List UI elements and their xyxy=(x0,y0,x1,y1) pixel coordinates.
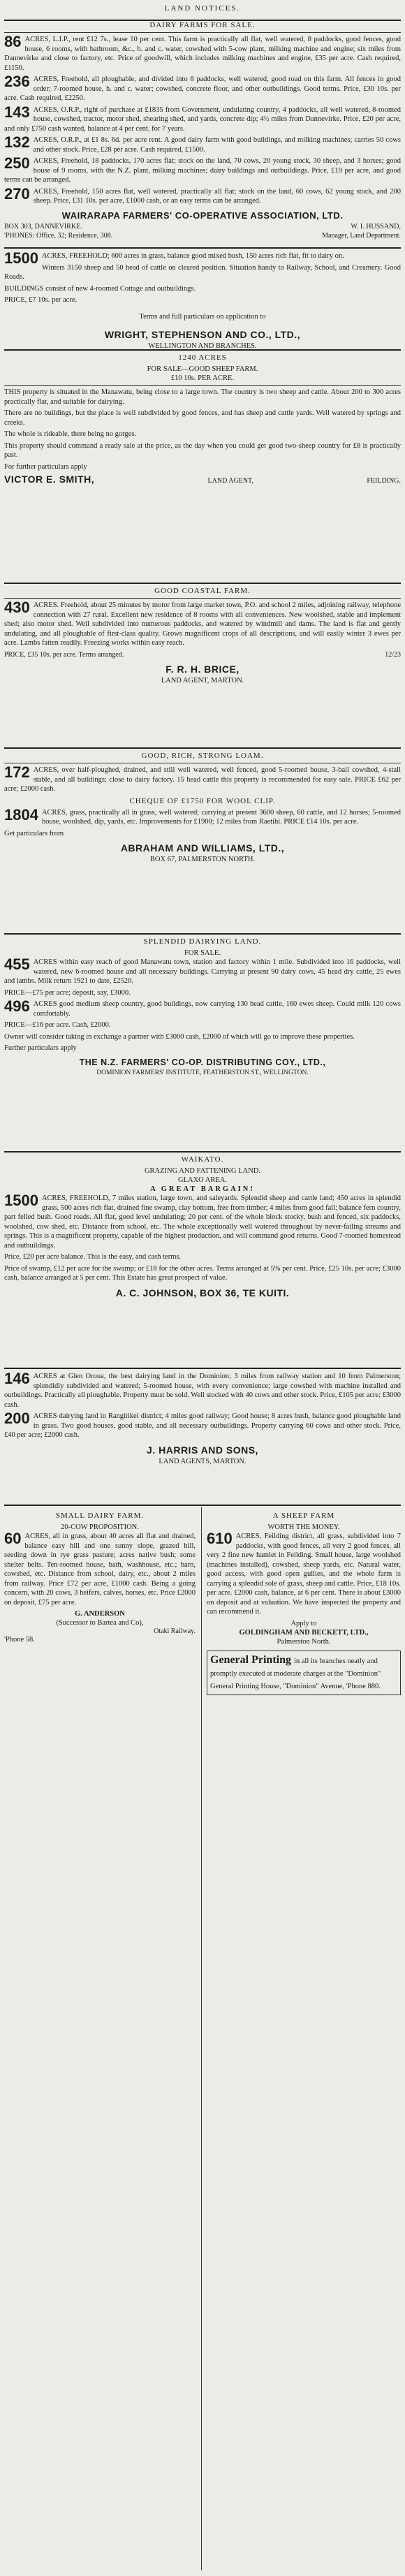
bush-farm-ad xyxy=(4,244,401,350)
ad-reference: 12/23 xyxy=(385,650,401,659)
coastal-farm-ad xyxy=(4,580,401,740)
paragraph: The whole is rideable, there being no gorges. xyxy=(4,430,137,438)
ad-title: SPLENDID DAIRYING LAND. xyxy=(143,937,262,946)
divider xyxy=(4,583,401,584)
listing-text: BUILDINGS consist of new 4-roomed Cottage and outbuildings. xyxy=(4,284,196,293)
agent-name: VICTOR E. SMITH, xyxy=(4,474,95,485)
manager-name: W. I. HUSSAND, xyxy=(351,222,401,230)
price: PRICE, £35 10s. per acre. Terms arranged. xyxy=(4,650,124,659)
listing-text: ACRES, FREEHOLD, 7 miles station, large town, and saleyards. Splendid sheep and cattle land; 450 acres in splendid grass, 500 acres rich flat, drained fine swamp, clay bottom, free from timber; 4 miles from good fall; balance fern country, part felled bush. Good roads. All flat, good level undulating; 20 per cent. of the whole block stocky, bush and fenced, six paddocks, woolshed, cow shed, etc. Distance from school, etc. The whole exceptionally well watered throughout by never-failing streams and springs. This is a magnificent property, capable of the highest production, and will command good returns. Good 7-roomed homestead and outbuildings. xyxy=(4,1194,401,1250)
contact-row xyxy=(4,231,401,240)
ad-title: DAIRY FARMS FOR SALE. xyxy=(149,21,256,29)
waikato-ad xyxy=(4,1148,401,1361)
listing xyxy=(4,35,401,73)
paragraph: THIS property is situated in the Manawatu, being close to a large town. The country is two sheep and cattle. About 200 to 300 acres practically flat, and suitable for dairying. xyxy=(4,388,401,406)
firm-name: WAIRARAPA FARMERS' CO-OPERATIVE ASSOCIATION, LTD. xyxy=(61,210,344,221)
listing-text: ACRES within easy reach of good Manawatu town, station and factory within 1 mile. Subdivided into 16 paddocks, well watered, new 6-roomed house and all necessary buildings. Carrying at present 90 dairy cows, 45 head dry cattle, 25 ewes and lambs. Milk return 1921 to date, £2520. xyxy=(4,958,401,985)
price: PRICE, £7 10s. per acre. xyxy=(4,296,78,304)
firm-name: GOLDINGHAM AND BECKETT, LTD., xyxy=(239,1628,369,1637)
listing-text: ACRES, L.I.P., rent £12 7s., lease 10 per cent. This farm is practically all flat, well watered, 8 paddocks, good fences, good house, 6 rooms, with bathroom, &c., h. and c. water, cowshed with 5-cow plant, milking machine and engine; six miles from Dannevirke and close to factory, etc. Price of goodwill, which includes milking machines and engine, £35 per acre. Cash required, £1150. xyxy=(4,36,401,72)
listing-text: ACRES, O.R.P., at £1 8s. 6d. per acre rent. A good dairy farm with good buildings, and milking machines; carries 50 cows and other stock. Price, £28 per acre. Cash required, £1500. xyxy=(33,136,401,154)
acre-number: 270 xyxy=(4,184,30,203)
listing xyxy=(207,1532,401,1617)
ad-price: £10 10s. PER ACRE. xyxy=(170,374,235,382)
ad-subtitle: GLAXO AREA. xyxy=(178,1176,227,1184)
paragraph: Further particulars apply xyxy=(4,1044,77,1052)
manager-role: Manager, Land Department. xyxy=(322,231,401,240)
agent-name: F. R. H. BRICE, xyxy=(165,663,240,675)
listing-text: ACRES, Freehold, 18 paddocks, 170 acres flat; stock on the land, 70 cows, 20 young stock, 30 sheep, and 3 horses; good house of 9 rooms, with the N.Z. plant, milking machines; dairy buildings and outbuildings. Price, £19 per acre, and good terms can be arranged. xyxy=(4,157,401,184)
paragraph: Get particulars from xyxy=(4,829,64,837)
terms-note: Terms and full particulars on application to xyxy=(139,313,266,321)
listing xyxy=(4,805,401,827)
price: PRICE—£16 per acre. Cash, £2000. xyxy=(4,1021,111,1029)
listing-text: ACRES, Feilding district, all grass, subdivided into 7 paddocks, with good fences, all very 2 good fences, all very 2 fine new hamlet in Feilding. Small house, large woolshed (machines installed), cowshed, sheep yards, etc. Natural water, good access, with good open gullies, and the whole farm is carrying a splendid sole of grass, sheep and cattle. Price, £18 10s. per acre. £2000 cash, balance, at 6 per cent. There is about £3000 on deposit and at valuation. We have inspected the property and can recommend it. xyxy=(207,1532,401,1616)
divider xyxy=(4,747,401,749)
ad-title: SMALL DAIRY FARM. xyxy=(55,1512,145,1520)
acre-number: 1500 xyxy=(4,249,38,267)
listing-text: ACRES good medium sheep country, good buildings, now carrying 130 head cattle, 160 ewes sheep. Could milk 120 cows comfortably. xyxy=(33,1000,401,1018)
listing xyxy=(4,1372,401,1410)
acre-number: 610 xyxy=(207,1530,233,1547)
firm-name: THE N.Z. FARMERS' CO-OP. DISTRIBUTING COY., LTD., xyxy=(79,1057,326,1067)
phone-numbers: 'PHONES: Office, 32; Residence, 308. xyxy=(4,231,113,240)
agent-row xyxy=(4,474,401,485)
column-divider xyxy=(201,1507,202,2570)
listing-text: ACRES, Freehold, 150 acres flat, well watered, practically all flat; stock on the land, 60 cows, 62 young stock, and 200 sheep. Price, £31 10s. per acre, £1000 cash, or an easy terms can be arranged. xyxy=(33,187,401,205)
small-dairy-ad xyxy=(4,1509,196,1644)
listing xyxy=(4,184,401,206)
divider xyxy=(4,1151,401,1152)
listing-text: ACRES, FREEHOLD; 600 acres in grass, balance good mixed bush, 150 acres rich flat, fit to dairy on. xyxy=(41,252,344,260)
acre-number: 430 xyxy=(4,599,30,616)
firm-location: WELLINGTON AND BRANCHES. xyxy=(148,342,257,350)
sheep-farm-ad xyxy=(4,346,401,573)
two-column-ads xyxy=(4,1502,401,2570)
agent-place: Otaki Railway. xyxy=(154,1627,196,1635)
firm-name: WRIGHT, STEPHENSON AND CO., LTD., xyxy=(104,328,301,340)
acre-number: 172 xyxy=(4,763,30,781)
paragraph: This property should command a ready sale at the price, as the day when you could get good two-sheep country for £8 is practically past. xyxy=(4,441,401,459)
listing xyxy=(4,997,401,1018)
firm-name: A. C. JOHNSON, BOX 36, TE KUITI. xyxy=(115,1287,290,1298)
acre-number: 143 xyxy=(4,103,30,121)
listing xyxy=(4,601,401,648)
listing-text: ACRES at Glen Oroua, the best dairying land in the Dominion; 3 miles from railway station and 10 from Palmerston; splendidly subdivided and watered; 5-roomed house, with every convenience; large cowshed with machine installed and outbuildings. Practically all ploughable. Property must be sold. Well stocked with 40 cows and other stock. Price, £105 per acre; £3000 cash. xyxy=(4,1373,401,1409)
agent-role: LAND AGENT, xyxy=(207,477,253,485)
listing xyxy=(4,105,401,134)
divider xyxy=(4,598,401,599)
acre-number: 250 xyxy=(4,154,30,172)
divider xyxy=(4,349,401,351)
price: PRICE—£75 per acre; deposit, say, £3000. xyxy=(4,988,131,997)
agent-note: (Successor to Bartea and Co), xyxy=(56,1619,144,1627)
firm-name: J. HARRIS AND SONS, xyxy=(147,1444,258,1456)
ad-subtitle: WORTH THE MONEY. xyxy=(267,1523,340,1531)
firm-address: BOX 67, PALMERSTON NORTH. xyxy=(149,856,256,863)
divider xyxy=(4,32,401,33)
ad-subtitle: 20-COW PROPOSITION. xyxy=(61,1523,139,1531)
acre-number: 1500 xyxy=(4,1192,38,1209)
acre-number: 60 xyxy=(4,1530,22,1547)
divider xyxy=(4,247,401,249)
agent-place: FEILDING. xyxy=(367,477,401,485)
listing-text: ACRES, all in grass, about 40 acres all flat and drained, balance easy hill and one sunny slope, grazed hill, seeding down in rye grass pasture; acres native bush; some shelter belts. Ten-roomed house, bath, washhouse, etc.; barn, cowshed, etc. Distance from school, dairy, etc., about 2 miles from railway. Price £72 per acre, £1000 cash. Being a going concern, with 20 cows, 3 heifers, calves, horses, etc. Price £2000 on deposit, £75 per acre. xyxy=(4,1532,196,1607)
newspaper-page xyxy=(4,0,401,2576)
listing xyxy=(4,958,401,986)
divider xyxy=(4,1368,401,1369)
listing-text: ACRES dairying land in Rangitikei district; 4 miles good railway; Good house; 8 acres bush, balance good ploughable land in grass. Two good houses, good stable, and all necessary outbuildings. Property carrying 60 cows and other stock. Price, £40 per acre; £2000 cash. xyxy=(4,1412,401,1439)
firm-location: LAND AGENTS, MARTON. xyxy=(159,1457,246,1465)
printing-notice xyxy=(207,1651,401,1695)
sheep-farm-worth-ad xyxy=(207,1509,401,1695)
listing-text: ACRES, O.R.P., right of purchase at £1835 from Government, undulating country, 4 paddocks, all well watered, 8-roomed house, cowshed, tractor, motor shed, shearing shed, and yards, concrete dip; 4½ miles from Dannevirke. Price, £20 per acre, and only £750 cash wanted, balance at 4 per cent. for 7 years. xyxy=(4,105,401,133)
strong-loam-ad xyxy=(4,745,401,928)
listing xyxy=(4,1412,401,1440)
splendid-dairying-ad xyxy=(4,930,401,1144)
ad-title: GOOD, RICH, STRONG LOAM. xyxy=(141,752,264,760)
acre-number: 236 xyxy=(4,73,30,90)
acre-number: 1804 xyxy=(4,805,38,824)
ad-title: A SHEEP FARM xyxy=(272,1512,335,1520)
listing xyxy=(4,249,401,267)
firm-name: ABRAHAM AND WILLIAMS, LTD., xyxy=(120,842,285,854)
agent-name: G. ANDERSON xyxy=(75,1610,125,1618)
ad-subtitle: GRAZING AND FATTENING LAND. xyxy=(144,1167,261,1175)
listing xyxy=(4,1194,401,1250)
notice-title: General Printing xyxy=(210,1653,291,1666)
listing-text: Winters 3150 sheep and 50 head of cattle on cleared position. Situation handy to Railway, School, and Creamery. Good Roads. xyxy=(4,263,401,281)
acre-number: 496 xyxy=(4,997,30,1015)
ad-slogan: A GREAT BARGAIN! xyxy=(150,1185,255,1193)
box-address: BOX 303, DANNEVIRKE. xyxy=(4,222,82,230)
ad-title: WAIKATO. xyxy=(181,1155,224,1164)
acre-number: 132 xyxy=(4,133,30,151)
contact-row xyxy=(4,222,401,231)
listing-text: ACRES, over half-ploughed, drained, and still well watered, well fenced, good 5-roomed house, 3-bail cowshed, 4-stall stable, and all buildings; close to dairy factory. 15 head cattle this property is recommended for easy sale. PRICE £62 per acre; £2000 cash. xyxy=(4,766,401,793)
listing xyxy=(4,75,401,103)
paragraph: There are no buildings, but the place is well subdivided by good fences, and has sheep and cattle yards. Well watered by springs and creeks. xyxy=(4,409,401,427)
dairy-farms-ad xyxy=(4,18,401,240)
section-header: LAND NOTICES. xyxy=(164,4,241,13)
price-row xyxy=(4,650,401,659)
divider xyxy=(4,1505,401,1506)
notice-text: in all its branches neatly and promptly executed at moderate charges at the "Dominion" General Printing House, "Dominion" Avenue, 'Phone 880. xyxy=(210,1657,381,1690)
ad-subtitle: FOR SALE. xyxy=(184,949,221,957)
paragraph: Price of swamp, £12 per acre for the swamp; or £18 for the other acres. Terms arranged at 5% per cent. Price, £25 10s. per acre; £3000 cash, balance arranged at 5 per cent. This Estate has great prospect of value. xyxy=(4,1264,401,1282)
agent-role: LAND AGENT, MARTON. xyxy=(161,676,244,685)
ad-subtitle: FOR SALE—GOOD SHEEP FARM. xyxy=(147,365,258,373)
divider xyxy=(4,385,401,386)
divider xyxy=(4,933,401,935)
harris-sons-ad xyxy=(4,1365,401,1498)
listing-text: ACRES, grass, practically all in grass, well watered; carrying at present 3600 sheep, 60 cattle, and 12 horses; 5-roomed house, woolshed, dip, yards, etc. Improvements for £1900; 12 miles from Raetihi. PRICE £14 10s. per acre. xyxy=(41,808,401,826)
paragraph: For further particulars apply xyxy=(4,462,87,471)
listing-text: ACRES, Freehold, all ploughable, and divided into 8 paddocks, well watered, good road on this farm. All fences in good order; 7-roomed house, h. and c. water; cowshed, concrete floor, and other outbuildings. Good terms. Price, £30 10s. per acre. Cash required, £2250. xyxy=(4,75,401,102)
firm-address: DOMINION FARMERS' INSTITUTE, FEATHERSTON ST., WELLINGTON. xyxy=(96,1069,309,1076)
ad-title: GOOD COASTAL FARM. xyxy=(154,587,251,595)
listing xyxy=(4,763,401,794)
agent-phone: 'Phone 58. xyxy=(4,1636,35,1644)
ad-title: 1240 ACRES xyxy=(178,353,227,362)
listing-text: ACRES. Freehold, about 25 minutes by motor from large market town, P.O. and school 2 miles, adjoining railway, telephone connection with 27 rural. Excellent new residence of 8 rooms with all conveniences. New woolshed, stable and implement shed; also motor shed. Well subdivided into numerous paddocks, and watered by windmill and dams. The land is flat and gently undulating, and all ploughable of first-class quality. Grows magnificent crops of all descriptions, and will easily winter 3 ewes per acre. Lambs fatten readily. Freezing works within easy reach. xyxy=(4,601,401,647)
paragraph: Price, £20 per acre balance. This is the easy, and cash terms. xyxy=(4,1253,182,1261)
listing xyxy=(4,1532,196,1607)
listing xyxy=(4,133,401,154)
acre-number: 455 xyxy=(4,956,30,973)
acre-number: 200 xyxy=(4,1410,30,1427)
firm-location: Palmerston North. xyxy=(277,1637,331,1646)
acre-number: 146 xyxy=(4,1370,30,1387)
acre-number: 86 xyxy=(4,33,22,50)
apply-note: Apply to xyxy=(290,1619,317,1627)
ad-subtitle: CHEQUE OF £1750 FOR WOOL CLIP. xyxy=(129,796,276,805)
paragraph: Owner will consider taking in exchange a partner with £3000 cash, £2000 of which will go to improve these properties. xyxy=(4,1032,355,1041)
listing xyxy=(4,156,401,185)
